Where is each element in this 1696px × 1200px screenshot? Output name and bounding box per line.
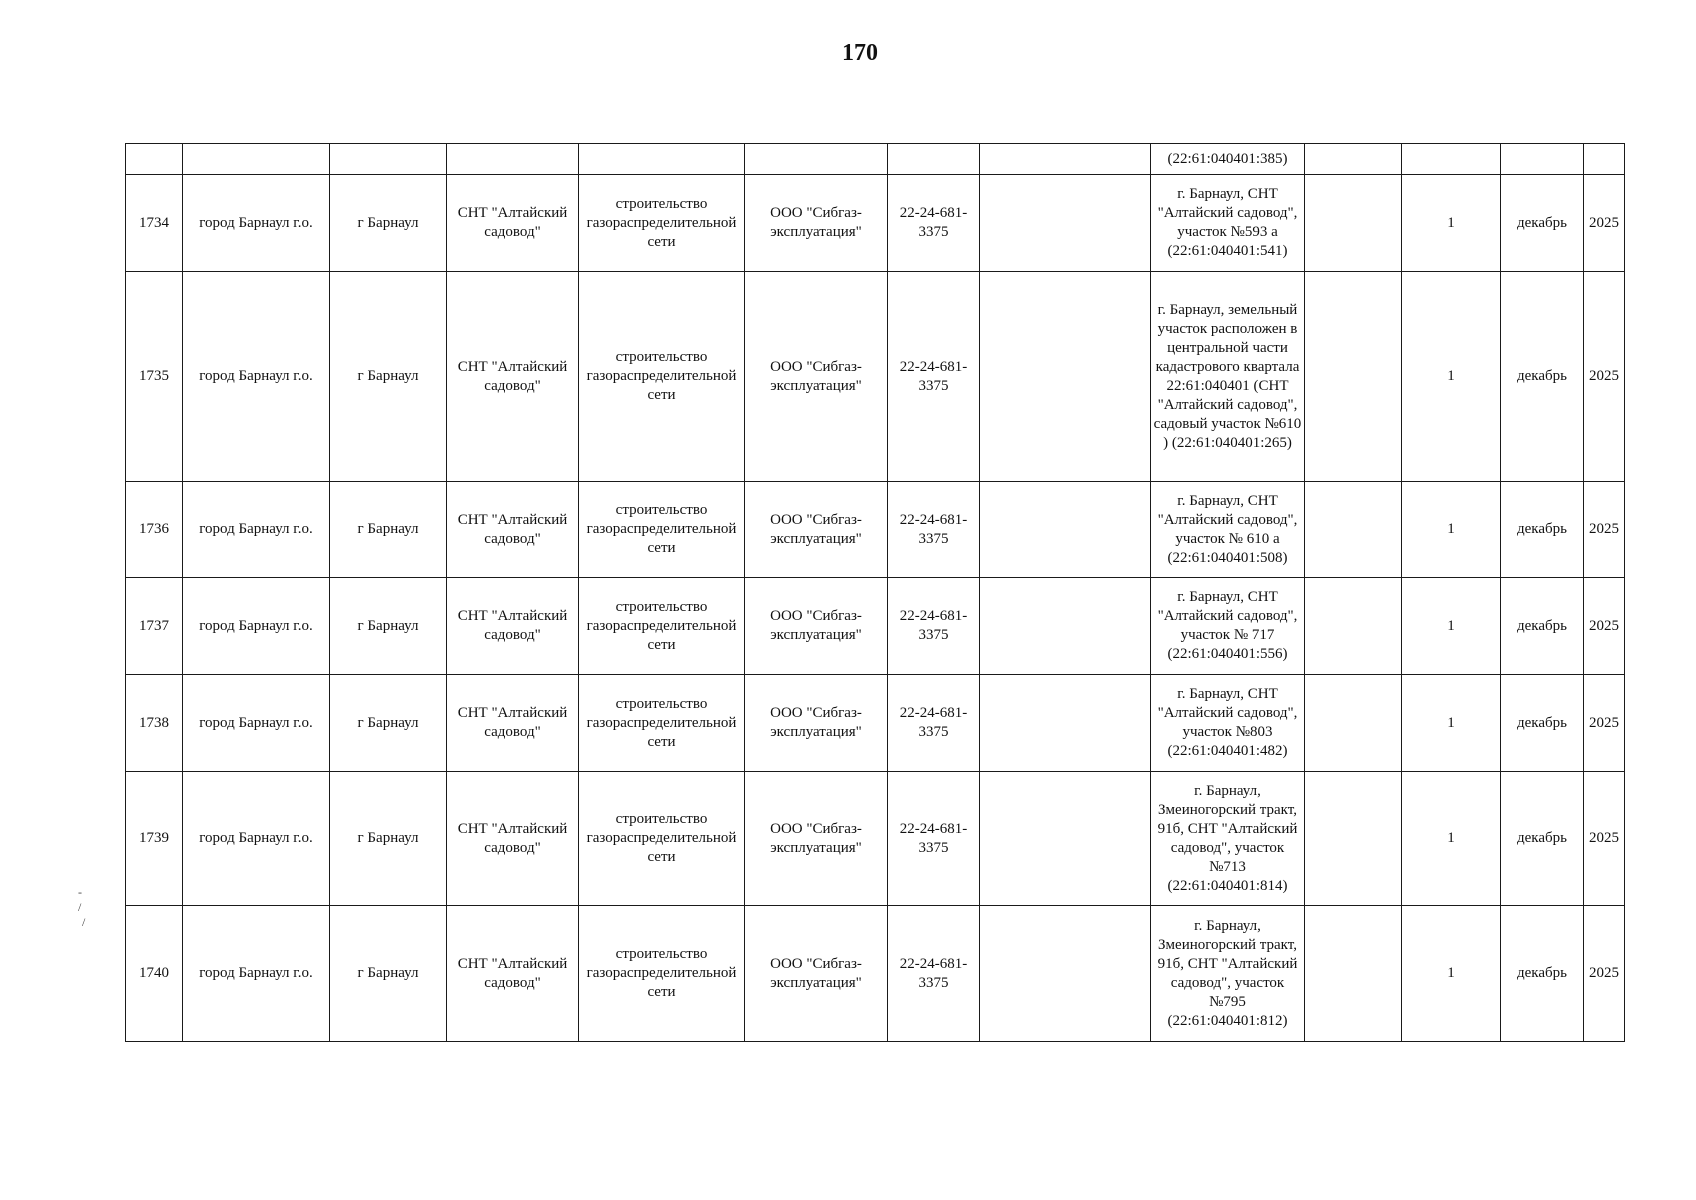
cell-address: г. Барнаул, СНТ "Алтайский садовод", участок № 717 (22:61:040401:556) [1151, 578, 1305, 675]
cell-locality: г Барнаул [330, 272, 447, 482]
cell-month: декабрь [1501, 675, 1584, 772]
table-row [126, 675, 1625, 772]
cell-year: 2025 [1584, 482, 1625, 578]
cell-blank [980, 175, 1151, 272]
cell-blank [980, 906, 1151, 1042]
cell-year: 2025 [1584, 675, 1625, 772]
cell-year: 2025 [1584, 906, 1625, 1042]
cell-work: строительство газораспределительной сети [579, 578, 745, 675]
cell-month: декабрь [1501, 175, 1584, 272]
cell-address: г. Барнаул, СНТ "Алтайский садовод", участок №593 а (22:61:040401:541) [1151, 175, 1305, 272]
cell-locality: г Барнаул [330, 578, 447, 675]
cell-municipality: город Барнаул г.о. [183, 906, 330, 1042]
cell-work: строительство газораспределительной сети [579, 175, 745, 272]
cell-blank2 [1305, 675, 1402, 772]
cell-month: декабрь [1501, 482, 1584, 578]
cell-count: 1 [1402, 772, 1501, 906]
cell-blank2 [1305, 482, 1402, 578]
cell-object: СНТ "Алтайский садовод" [447, 772, 579, 906]
cell-municipality: город Барнаул г.о. [183, 482, 330, 578]
registry-table [125, 143, 1625, 1042]
cell-year: 2025 [1584, 578, 1625, 675]
cell-blank2 [1305, 144, 1402, 175]
cell-code: 22-24-681-3375 [888, 578, 980, 675]
cell-org: ООО "Сибгаз-эксплуатация" [745, 175, 888, 272]
cell-org: ООО "Сибгаз-эксплуатация" [745, 272, 888, 482]
cell-month: декабрь [1501, 772, 1584, 906]
cell-org: ООО "Сибгаз-эксплуатация" [745, 906, 888, 1042]
cell-blank [980, 675, 1151, 772]
cell-num: 1737 [126, 578, 183, 675]
cell-municipality: город Барнаул г.о. [183, 772, 330, 906]
cell-object: СНТ "Алтайский садовод" [447, 906, 579, 1042]
cell-org: ООО "Сибгаз-эксплуатация" [745, 675, 888, 772]
cell-year [1584, 144, 1625, 175]
cell-num: 1736 [126, 482, 183, 578]
cell-count: 1 [1402, 578, 1501, 675]
cell-locality: г Барнаул [330, 906, 447, 1042]
cell-blank2 [1305, 175, 1402, 272]
cell-count: 1 [1402, 675, 1501, 772]
cell-work: строительство газораспределительной сети [579, 906, 745, 1042]
cell-object: СНТ "Алтайский садовод" [447, 482, 579, 578]
cell-count [1402, 144, 1501, 175]
cell-blank2 [1305, 578, 1402, 675]
cell-code: 22-24-681-3375 [888, 175, 980, 272]
cell-code: 22-24-681-3375 [888, 272, 980, 482]
cell-num [126, 144, 183, 175]
scan-mark: / [78, 900, 82, 914]
cell-municipality [183, 144, 330, 175]
cell-locality: г Барнаул [330, 772, 447, 906]
cell-month: декабрь [1501, 578, 1584, 675]
cell-count: 1 [1402, 482, 1501, 578]
table-row-continuation [126, 144, 1625, 175]
cell-code: 22-24-681-3375 [888, 906, 980, 1042]
cell-code: 22-24-681-3375 [888, 675, 980, 772]
cell-org: ООО "Сибгаз-эксплуатация" [745, 482, 888, 578]
cell-address: г. Барнаул, СНТ "Алтайский садовод", участок № 610 а (22:61:040401:508) [1151, 482, 1305, 578]
cell-municipality: город Барнаул г.о. [183, 272, 330, 482]
table-row [126, 578, 1625, 675]
cell-year: 2025 [1584, 272, 1625, 482]
cell-year: 2025 [1584, 175, 1625, 272]
cell-work [579, 144, 745, 175]
cell-num: 1738 [126, 675, 183, 772]
cell-work: строительство газораспределительной сети [579, 675, 745, 772]
cell-object: СНТ "Алтайский садовод" [447, 175, 579, 272]
cell-locality: г Барнаул [330, 175, 447, 272]
cell-object: СНТ "Алтайский садовод" [447, 272, 579, 482]
cell-month: декабрь [1501, 906, 1584, 1042]
cell-month [1501, 144, 1584, 175]
scan-mark: / [82, 915, 86, 929]
cell-count: 1 [1402, 906, 1501, 1042]
cell-work: строительство газораспределительной сети [579, 272, 745, 482]
cell-object [447, 144, 579, 175]
scan-mark: - [78, 885, 82, 899]
cell-code: 22-24-681-3375 [888, 482, 980, 578]
cell-blank2 [1305, 906, 1402, 1042]
cell-address: г. Барнаул, земельный участок расположен в центральной части кадастрового квартала 22:61:040401 (СНТ "Алтайский садовод", садовый участок №610 ) (22:61:040401:265) [1151, 272, 1305, 482]
table-row [126, 175, 1625, 272]
cell-blank2 [1305, 772, 1402, 906]
table-row [126, 906, 1625, 1042]
cell-blank [980, 772, 1151, 906]
cell-locality [330, 144, 447, 175]
cell-blank [980, 578, 1151, 675]
cell-work: строительство газораспределительной сети [579, 482, 745, 578]
page-number: 170 [842, 40, 878, 66]
table-row [126, 772, 1625, 906]
cell-municipality: город Барнаул г.о. [183, 578, 330, 675]
cell-num: 1739 [126, 772, 183, 906]
table-row [126, 272, 1625, 482]
cell-municipality: город Барнаул г.о. [183, 675, 330, 772]
cell-org: ООО "Сибгаз-эксплуатация" [745, 578, 888, 675]
cell-num: 1740 [126, 906, 183, 1042]
cell-address: г. Барнаул, Змеиногорский тракт, 91б, СНТ "Алтайский садовод", участок №713 (22:61:040401:814) [1151, 772, 1305, 906]
cell-blank [980, 482, 1151, 578]
cell-address: (22:61:040401:385) [1151, 144, 1305, 175]
cell-object: СНТ "Алтайский садовод" [447, 675, 579, 772]
cell-num: 1735 [126, 272, 183, 482]
cell-org [745, 144, 888, 175]
cell-work: строительство газораспределительной сети [579, 772, 745, 906]
cell-org: ООО "Сибгаз-эксплуатация" [745, 772, 888, 906]
cell-address: г. Барнаул, Змеиногорский тракт, 91б, СНТ "Алтайский садовод", участок №795 (22:61:040401:812) [1151, 906, 1305, 1042]
cell-num: 1734 [126, 175, 183, 272]
cell-count: 1 [1402, 175, 1501, 272]
cell-object: СНТ "Алтайский садовод" [447, 578, 579, 675]
cell-blank [980, 144, 1151, 175]
cell-locality: г Барнаул [330, 482, 447, 578]
cell-count: 1 [1402, 272, 1501, 482]
cell-municipality: город Барнаул г.о. [183, 175, 330, 272]
table-row [126, 482, 1625, 578]
cell-year: 2025 [1584, 772, 1625, 906]
cell-code: 22-24-681-3375 [888, 772, 980, 906]
cell-address: г. Барнаул, СНТ "Алтайский садовод", участок №803 (22:61:040401:482) [1151, 675, 1305, 772]
cell-blank [980, 272, 1151, 482]
cell-code [888, 144, 980, 175]
cell-month: декабрь [1501, 272, 1584, 482]
cell-blank2 [1305, 272, 1402, 482]
cell-locality: г Барнаул [330, 675, 447, 772]
